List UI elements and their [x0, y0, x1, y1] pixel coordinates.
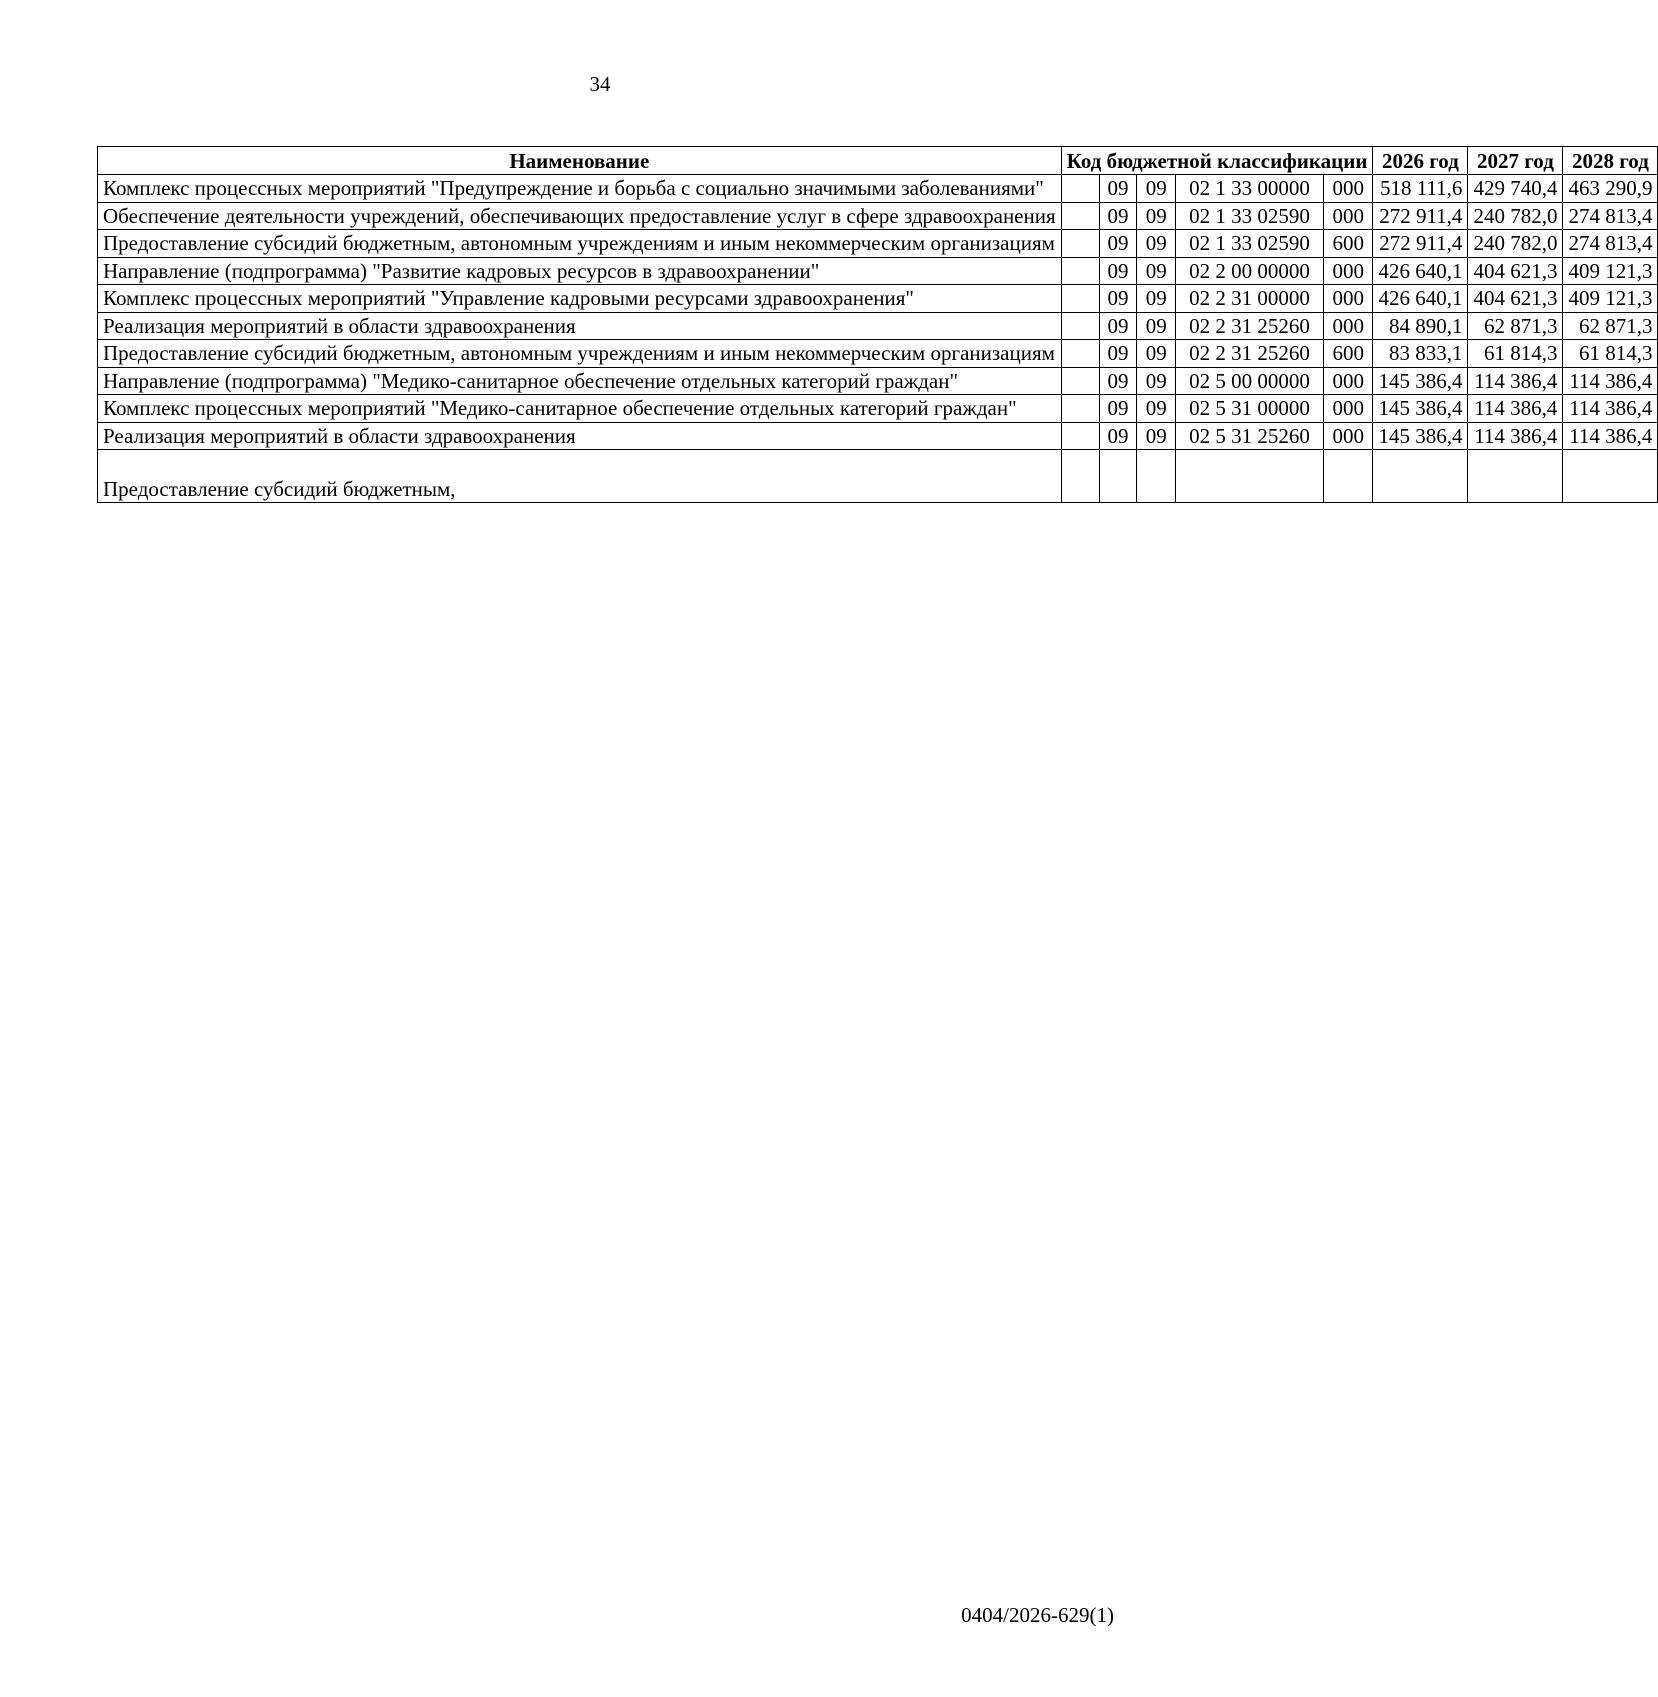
row-name-cell: Направление (подпрограмма) "Медико-санитарное обеспечение отдельных категорий граждан": [98, 367, 1062, 395]
row-spacer-cell: [1061, 395, 1099, 423]
row-subsection-code: [1137, 450, 1176, 503]
row-value-2028: [1563, 450, 1658, 503]
row-value-2028: 463 290,9: [1563, 175, 1658, 203]
row-value-2026: 145 386,4: [1373, 422, 1468, 450]
row-name-cell: Комплекс процессных мероприятий "Медико-санитарное обеспечение отдельных категорий граждан": [98, 395, 1062, 423]
row-value-2026: 84 890,1: [1373, 312, 1468, 340]
row-value-2028: 61 814,3: [1563, 340, 1658, 368]
row-section-code: 09: [1099, 367, 1137, 395]
row-target-code: 02 2 31 25260: [1176, 340, 1324, 368]
row-expense-type-code: 000: [1324, 175, 1373, 203]
row-value-2027: [1468, 450, 1563, 503]
row-name-cell: Обеспечение деятельности учреждений, обеспечивающих предоставление услуг в сфере здравоохранения: [98, 202, 1062, 230]
row-name-cell: Предоставление субсидий бюджетным, автономным учреждениям и иным некоммерческим организациям: [98, 230, 1062, 258]
row-value-2026: 145 386,4: [1373, 395, 1468, 423]
row-value-2028: 114 386,4: [1563, 367, 1658, 395]
row-spacer-cell: [1061, 422, 1099, 450]
row-expense-type-code: 600: [1324, 230, 1373, 258]
row-name-cell: Предоставление субсидий бюджетным, автономным учреждениям и иным некоммерческим организациям: [98, 340, 1062, 368]
row-subsection-code: 09: [1137, 367, 1176, 395]
row-target-code: 02 1 33 00000: [1176, 175, 1324, 203]
row-value-2026: 426 640,1: [1373, 257, 1468, 285]
row-name-cell: Комплекс процессных мероприятий "Предупреждение и борьба с социально значимыми заболеваниями": [98, 175, 1062, 203]
row-value-2028: 114 386,4: [1563, 422, 1658, 450]
row-spacer-cell: [1061, 230, 1099, 258]
table-row: [98, 175, 1658, 203]
row-value-2028: 409 121,3: [1563, 257, 1658, 285]
row-name-cell: Реализация мероприятий в области здравоохранения: [98, 422, 1062, 450]
row-value-2026: 145 386,4: [1373, 367, 1468, 395]
row-section-code: 09: [1099, 340, 1137, 368]
header-name: Наименование: [98, 147, 1062, 175]
row-subsection-code: 09: [1137, 257, 1176, 285]
row-value-2027: 429 740,4: [1468, 175, 1563, 203]
table-body: [98, 175, 1658, 503]
page-number: 34: [589, 72, 611, 96]
row-value-2026: 272 911,4: [1373, 202, 1468, 230]
row-spacer-cell: [1061, 175, 1099, 203]
table-row: [98, 340, 1658, 368]
table-row: [98, 230, 1658, 258]
header-2027: 2027 год: [1468, 147, 1563, 175]
row-expense-type-code: 000: [1324, 285, 1373, 313]
row-section-code: 09: [1099, 312, 1137, 340]
row-value-2028: 274 813,4: [1563, 202, 1658, 230]
row-value-2026: 518 111,6: [1373, 175, 1468, 203]
row-subsection-code: 09: [1137, 175, 1176, 203]
row-value-2027: 62 871,3: [1468, 312, 1563, 340]
row-subsection-code: 09: [1137, 340, 1176, 368]
row-expense-type-code: 000: [1324, 202, 1373, 230]
row-spacer-cell: [1061, 202, 1099, 230]
row-value-2028: 62 871,3: [1563, 312, 1658, 340]
row-subsection-code: 09: [1137, 422, 1176, 450]
row-target-code: 02 2 00 00000: [1176, 257, 1324, 285]
row-value-2026: 272 911,4: [1373, 230, 1468, 258]
row-spacer-cell: [1061, 257, 1099, 285]
budget-table: [97, 146, 1658, 503]
row-value-2026: 83 833,1: [1373, 340, 1468, 368]
document-id: 0404/2026-629(1): [961, 1603, 1114, 1627]
table-header-row: [98, 147, 1658, 175]
row-section-code: 09: [1099, 285, 1137, 313]
header-code: Код бюджетной классификации: [1061, 147, 1373, 175]
row-value-2027: 114 386,4: [1468, 395, 1563, 423]
header-2028: 2028 год: [1563, 147, 1658, 175]
row-expense-type-code: [1324, 450, 1373, 503]
row-target-code: 02 5 31 25260: [1176, 422, 1324, 450]
row-value-2028: 114 386,4: [1563, 395, 1658, 423]
row-expense-type-code: 000: [1324, 312, 1373, 340]
row-section-code: 09: [1099, 395, 1137, 423]
row-value-2027: 240 782,0: [1468, 230, 1563, 258]
table-row: [98, 312, 1658, 340]
row-value-2026: [1373, 450, 1468, 503]
row-spacer-cell: [1061, 312, 1099, 340]
row-expense-type-code: 600: [1324, 340, 1373, 368]
row-value-2028: 274 813,4: [1563, 230, 1658, 258]
table-row: [98, 367, 1658, 395]
row-section-code: [1099, 450, 1137, 503]
row-target-code: 02 1 33 02590: [1176, 230, 1324, 258]
table-row: [98, 202, 1658, 230]
row-section-code: 09: [1099, 175, 1137, 203]
row-section-code: 09: [1099, 422, 1137, 450]
row-target-code: 02 1 33 02590: [1176, 202, 1324, 230]
row-subsection-code: 09: [1137, 395, 1176, 423]
row-value-2027: 240 782,0: [1468, 202, 1563, 230]
row-section-code: 09: [1099, 257, 1137, 285]
header-2026: 2026 год: [1373, 147, 1468, 175]
table-row: [98, 285, 1658, 313]
row-name-cell: Предоставление субсидий бюджетным,: [98, 450, 1062, 503]
row-expense-type-code: 000: [1324, 395, 1373, 423]
row-spacer-cell: [1061, 450, 1099, 503]
row-value-2028: 409 121,3: [1563, 285, 1658, 313]
row-section-code: 09: [1099, 202, 1137, 230]
row-target-code: 02 5 00 00000: [1176, 367, 1324, 395]
row-target-code: 02 2 31 25260: [1176, 312, 1324, 340]
row-spacer-cell: [1061, 340, 1099, 368]
row-section-code: 09: [1099, 230, 1137, 258]
row-target-code: 02 2 31 00000: [1176, 285, 1324, 313]
row-name-cell: Реализация мероприятий в области здравоохранения: [98, 312, 1062, 340]
table-row: [98, 257, 1658, 285]
row-subsection-code: 09: [1137, 230, 1176, 258]
row-target-code: 02 5 31 00000: [1176, 395, 1324, 423]
row-value-2027: 404 621,3: [1468, 257, 1563, 285]
table-row: [98, 450, 1658, 503]
table-row: [98, 422, 1658, 450]
row-subsection-code: 09: [1137, 285, 1176, 313]
row-value-2027: 404 621,3: [1468, 285, 1563, 313]
row-subsection-code: 09: [1137, 202, 1176, 230]
row-subsection-code: 09: [1137, 312, 1176, 340]
row-name-cell: Направление (подпрограмма) "Развитие кадровых ресурсов в здравоохранении": [98, 257, 1062, 285]
row-expense-type-code: 000: [1324, 367, 1373, 395]
row-expense-type-code: 000: [1324, 257, 1373, 285]
row-name-cell: Комплекс процессных мероприятий "Управление кадровыми ресурсами здравоохранения": [98, 285, 1062, 313]
row-value-2027: 114 386,4: [1468, 367, 1563, 395]
row-spacer-cell: [1061, 367, 1099, 395]
row-value-2027: 114 386,4: [1468, 422, 1563, 450]
row-value-2027: 61 814,3: [1468, 340, 1563, 368]
row-value-2026: 426 640,1: [1373, 285, 1468, 313]
row-spacer-cell: [1061, 285, 1099, 313]
row-target-code: [1176, 450, 1324, 503]
row-expense-type-code: 000: [1324, 422, 1373, 450]
table-row: [98, 395, 1658, 423]
